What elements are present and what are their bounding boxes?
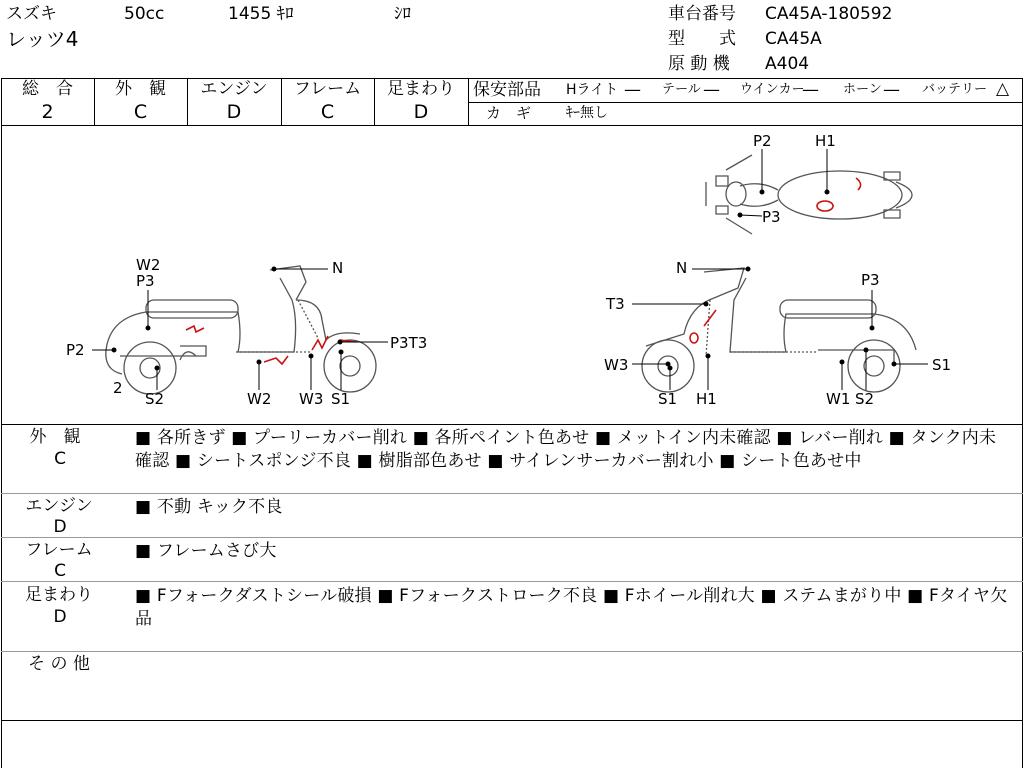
grade-label-engine: エンジン: [200, 79, 268, 99]
label-right-t3: T3: [606, 295, 625, 313]
grid-line: [468, 102, 1022, 103]
safety-item-headlight: Hライト: [566, 82, 619, 98]
make: スズキ: [6, 4, 57, 24]
label-top-p3: P3: [762, 208, 781, 226]
key-label: カ ギ: [486, 104, 532, 122]
safety-mark-battery: △: [996, 79, 1010, 99]
damage-diagram: [0, 125, 1024, 424]
grade-value-exterior: C: [133, 101, 148, 123]
section-label-other: そ の 他: [28, 654, 90, 674]
label-right-s1: S1: [658, 390, 678, 408]
label-right-h1: H1: [696, 390, 717, 408]
grade-value-overall: 2: [41, 101, 54, 123]
section-text-frame: ■ フレームさび大: [135, 541, 277, 561]
body-color: ｼﾛ: [394, 4, 411, 24]
key-value: ｷｰ無し: [566, 105, 608, 121]
engine-code: A404: [765, 54, 810, 74]
grade-value-frame: C: [320, 101, 335, 123]
section-label-engine: エンジン: [25, 496, 93, 516]
label-right-s1-side: S1: [932, 356, 952, 374]
grid-line: [1, 720, 1023, 721]
grid-line: [468, 78, 469, 125]
grid-line: [1, 424, 1023, 425]
section-grade-suspension: D: [53, 607, 67, 627]
label-left-s2: S2: [145, 390, 165, 408]
safety-mark-headlight: —: [624, 80, 641, 100]
mileage: 1455 ｷﾛ: [228, 4, 294, 24]
label-left-two: 2: [113, 379, 123, 397]
label-left-n: N: [332, 259, 344, 277]
frame-no: CA45A-180592: [765, 4, 893, 24]
section-grade-exterior: C: [54, 449, 66, 469]
safety-mark-winker: —: [802, 80, 819, 100]
label-left-p3t3: P3T3: [390, 334, 428, 352]
model-type: CA45A: [765, 29, 822, 49]
grid-line: [1, 537, 1023, 538]
scooter-top-view: [706, 155, 912, 234]
grade-label-frame: フレーム: [293, 79, 362, 99]
grid-line: [1, 651, 1023, 652]
safety-parts-label: 保安部品: [473, 80, 541, 100]
section-label-frame: フレーム: [25, 540, 93, 560]
label-left-w3: W3: [299, 390, 324, 408]
safety-mark-tail: —: [703, 80, 720, 100]
label-top-h1: H1: [815, 132, 836, 150]
engine-label: 原 動 機: [668, 54, 730, 74]
section-grade-frame: C: [54, 561, 66, 581]
grade-label-suspension: 足まわり: [387, 79, 455, 99]
safety-item-tail: テール: [662, 82, 701, 97]
model-type-label: 型 式: [668, 29, 736, 49]
section-text-engine: ■ 不動 キック不良: [135, 497, 283, 517]
label-right-s2: S2: [855, 390, 875, 408]
label-right-n: N: [676, 259, 688, 277]
grade-label-overall: 総 合: [22, 79, 73, 99]
label-right-p3: P3: [861, 271, 880, 289]
section-label-exterior: 外 観: [29, 427, 81, 447]
displacement: 50cc: [124, 4, 165, 24]
grid-line: [1, 581, 1023, 582]
label-right-w1: W1: [826, 390, 851, 408]
label-left-p2: P2: [66, 341, 85, 359]
label-left-w2-top: W2: [136, 256, 161, 274]
safety-item-horn: ホーン: [843, 82, 882, 97]
damage-marks-right: [690, 310, 716, 343]
section-label-suspension: 足まわり: [25, 585, 93, 605]
label-left-w2: W2: [247, 390, 272, 408]
section-grade-engine: D: [53, 517, 67, 537]
damage-marks-top: [817, 178, 861, 211]
safety-mark-horn: —: [883, 80, 900, 100]
label-right-w3: W3: [604, 356, 629, 374]
section-text-suspension: ■ Fフォークダストシール破損 ■ Fフォークストローク不良 ■ Fホイール削れ大 ■ ステムまがり中 ■ Fタイヤ欠品: [135, 586, 1008, 629]
label-left-p3: P3: [136, 272, 155, 290]
frame-no-label: 車台番号: [668, 4, 736, 24]
section-text-exterior: ■ 各所きず ■ プーリーカバー削れ ■ 各所ペイント色あせ ■ メットイン内未確認 ■ レバー削れ ■ タンク内未確認 ■ シートスポンジ不良 ■ 樹脂部色あせ ■ サイレンサーカバー割れ小 ■ シート色あせ中: [135, 428, 997, 471]
safety-item-winker: ウインカー: [740, 82, 805, 97]
label-left-s1: S1: [331, 390, 351, 408]
model-name: レッツ4: [6, 27, 79, 51]
label-top-p2: P2: [753, 132, 772, 150]
grade-value-suspension: D: [413, 101, 429, 123]
grade-label-exterior: 外 観: [115, 79, 166, 99]
damage-marks-left: [186, 326, 356, 364]
grid-line: [1, 493, 1023, 494]
safety-item-battery: バッテリー: [922, 82, 988, 97]
grade-value-engine: D: [226, 101, 242, 123]
